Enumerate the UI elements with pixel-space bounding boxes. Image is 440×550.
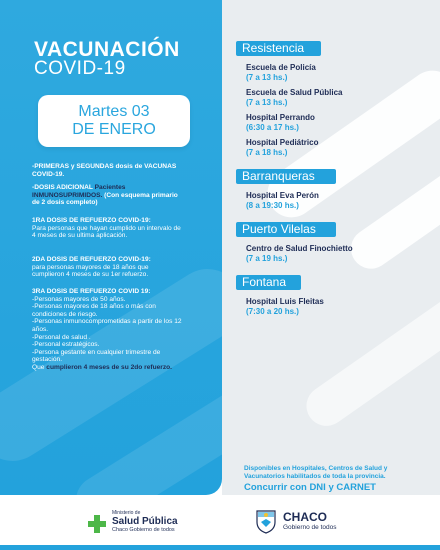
info-third-booster [32,288,182,372]
site-hospital-luis-fleitas: Hospital Luis Fleitas (7:30 a 20 hs.) [246,297,324,316]
ms-name: Salud Pública [112,516,178,527]
date-month: DE ENERO [72,121,156,138]
health-cross-icon [88,515,106,533]
third-booster-last-prefix: Que [32,363,47,371]
site-hospital-eva-peron: Hospital Eva Perón (8 a 19:30 hs.) [246,191,319,210]
campaign-title: VACUNACIÓN [34,38,180,61]
info-immunosuppressed: Pacientes INMUNOSUPRIMIDOS. [32,184,126,199]
province-seal-icon [255,508,277,534]
first-booster-title: 1RA DOSIS DE REFUERZO COVID-19: [32,217,151,224]
third-booster-line: -Personas mayores de 50 años. [32,295,126,303]
availability-note: Disponibles en Hospitales, Centros de Salud y Vacunatorios habilitados de toda la provincia. [244,465,388,480]
site-hospital-perrando: Hospital Perrando (6:30 a 17 hs.) [246,113,315,132]
second-booster-title: 2DA DOSIS DE REFUERZO COVID-19: [32,256,151,263]
date-box [38,95,190,147]
section-puerto-vilelas: Puerto Vilelas [236,222,336,237]
site-escuela-policia: Escuela de Policía (7 a 13 hs.) [246,63,316,82]
section-fontana: Fontana [236,275,301,290]
info-additional-note: (Con esquema primario de 2 dosis completo) [32,191,178,207]
site-escuela-salud-publica: Escuela de Salud Pública (7 a 13 hs.) [246,88,343,107]
campaign-subtitle: COVID-19 [34,58,126,79]
first-booster-body: Para personas que hayan cumplido un intervalo de 4 meses de su ultima aplicación. [32,224,181,240]
info-first-second-doses: -PRIMERAS y SEGUNDAS dosis de VACUNAS COVID-19. [32,163,177,178]
section-barranqueras: Barranqueras [236,169,336,184]
chaco-name: CHACO [283,510,327,524]
site-hospital-pediatrico: Hospital Pediátrico (7 a 18 hs.) [246,138,319,157]
date-day: Martes 03 [78,103,150,120]
info-second-booster [32,256,182,279]
info-additional-label: -DOSIS ADICIONAL [32,184,95,191]
third-booster-last-highlight: cumplieron 4 meses de su 2do refuerzo. [46,363,172,371]
chaco-tagline: Gobierno de todos [283,524,337,531]
info-additional-dose [32,184,182,207]
site-centro-finochietto: Centro de Salud Finochietto (7 a 19 hs.) [246,244,353,263]
third-booster-line: -Personas mayores de 18 años o más con condiciones de riesgo. [32,303,156,318]
bottom-strip [0,545,440,550]
third-booster-line: -Persona gestante en cualquier trimestre de gestación. [32,348,161,364]
second-booster-body: para personas mayores de 18 años que cumplieron 4 meses de su 1er refuerzo. [32,263,149,279]
section-resistencia: Resistencia [236,41,321,56]
info-first-booster [32,217,182,240]
third-booster-title: 3RA DOSIS DE REFUERZO COVID 19: [32,288,151,295]
third-booster-line: -Personal de salud . [32,333,91,341]
cta-bring-dni: Concurrir con DNI y CARNET [244,482,376,493]
ms-small-label: Ministerio de [112,510,141,516]
third-booster-line: -Personas inmunocomprometidas a partir de los 12 años. [32,318,182,333]
third-booster-line: -Personal estratégicos. [32,341,100,349]
ms-tagline: Chaco Gobierno de todos [112,527,175,533]
